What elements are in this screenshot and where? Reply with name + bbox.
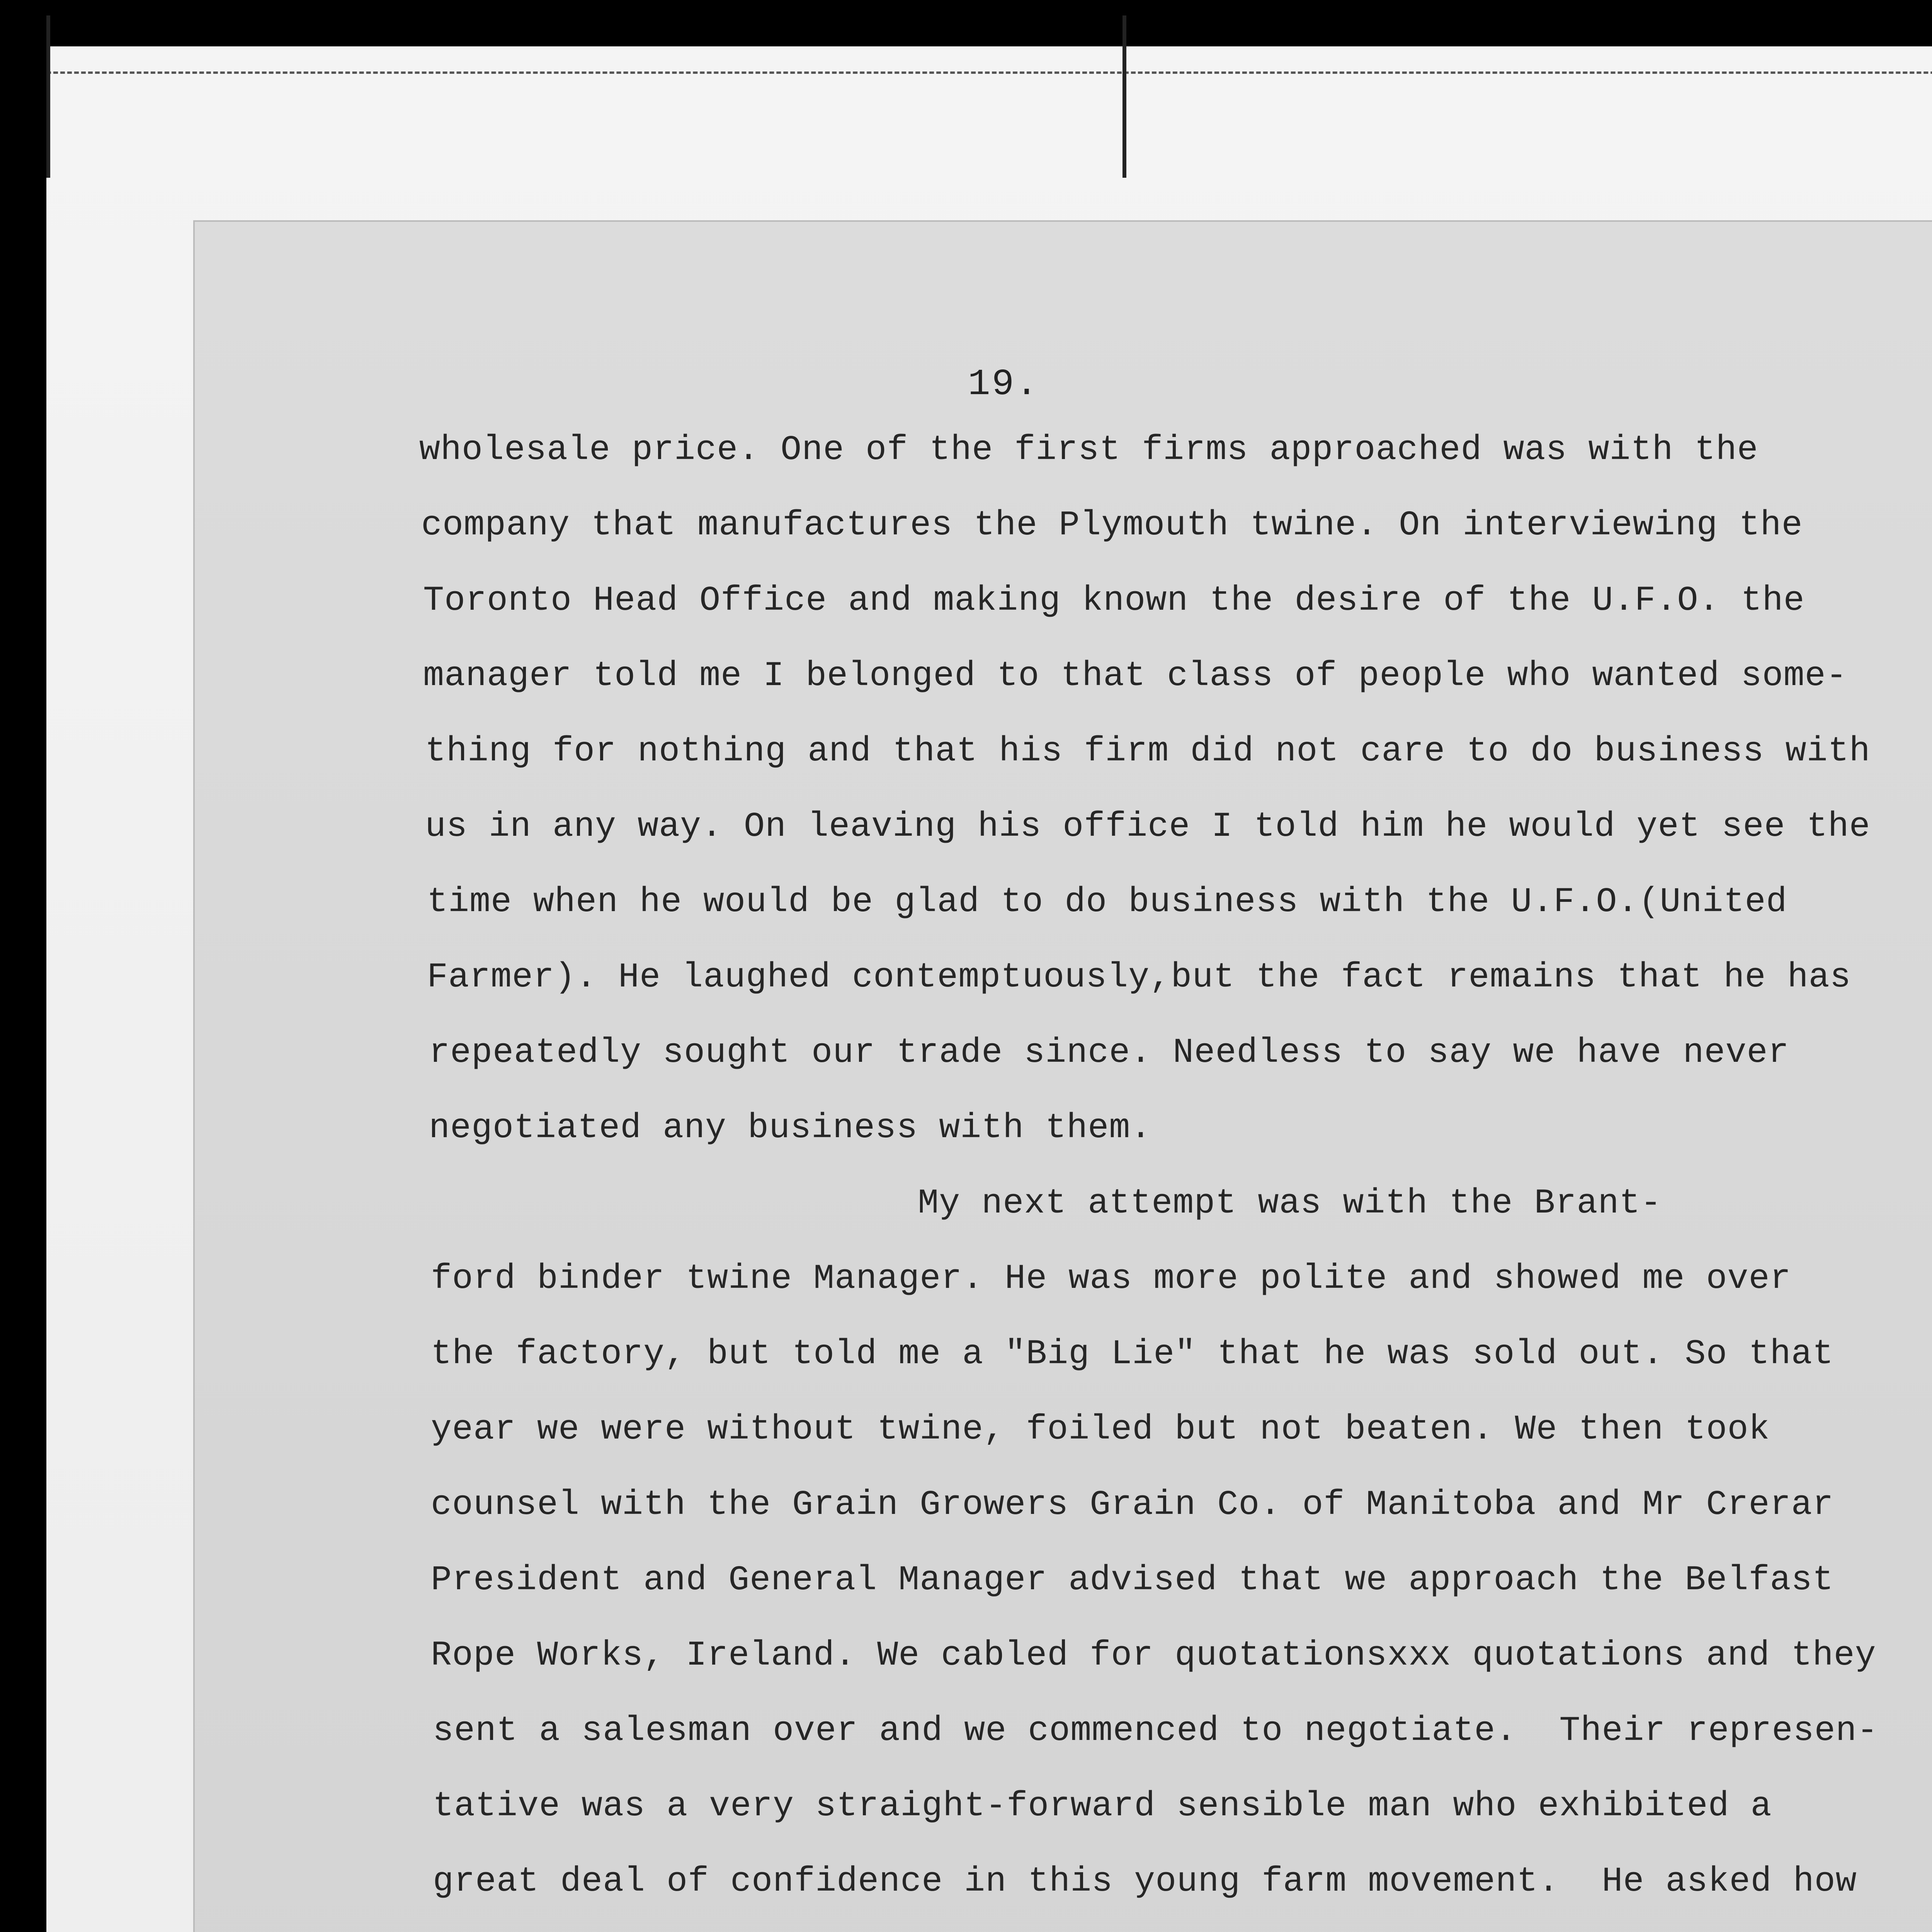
text-line: tative was a very straight-forward sensible man who exhibited a [433, 1787, 1772, 1826]
text-line: thing for nothing and that his firm did not care to do business with [425, 732, 1871, 771]
backdrop-dashed-edge-top [46, 71, 1932, 74]
text-line: us in any way. On leaving his office I told him he would yet see the [425, 807, 1871, 847]
text-line: company that manufactures the Plymouth twine. On interviewing the [421, 506, 1803, 545]
page-number: 19. [968, 363, 1039, 405]
text-line: repeatedly sought our trade since. Needless to say we have never [429, 1033, 1789, 1073]
text-line: time when he would be glad to do business with the U.F.O.(United [427, 883, 1787, 922]
text-line: sent a salesman over and we commenced to negotiate. Their represen- [433, 1711, 1878, 1751]
text-line: Rope Works, Ireland. We cabled for quotationsxxx quotations and they [431, 1636, 1876, 1675]
text-line: Toronto Head Office and making known the desire of the U.F.O. the [423, 581, 1805, 621]
backdrop-divider-left [46, 15, 50, 178]
text-line: year we were without twine, foiled but not beaten. We then took [431, 1410, 1770, 1449]
text-line: counsel with the Grain Growers Grain Co. of Manitoba and Mr Crerar [431, 1485, 1834, 1525]
text-line: Farmer). He laughed contemptuously,but the fact remains that he has [427, 958, 1851, 997]
text-line: My next attempt was with the Brant- [429, 1184, 1662, 1223]
text-line: wholesale price. One of the first firms approached was with the [419, 430, 1759, 470]
text-line: the factory, but told me a "Big Lie" that he was sold out. So that [431, 1335, 1834, 1374]
backdrop-divider-center [1122, 15, 1126, 178]
text-line: great deal of confidence in this young farm movement. He asked how [433, 1862, 1857, 1901]
text-line: negotiated any business with them. [429, 1109, 1152, 1148]
text-line: President and General Manager advised that we approach the Belfast [431, 1561, 1834, 1600]
text-line: manager told me I belonged to that class of people who wanted some- [423, 656, 1847, 696]
text-line: ford binder twine Manager. He was more polite and showed me over [431, 1259, 1791, 1299]
